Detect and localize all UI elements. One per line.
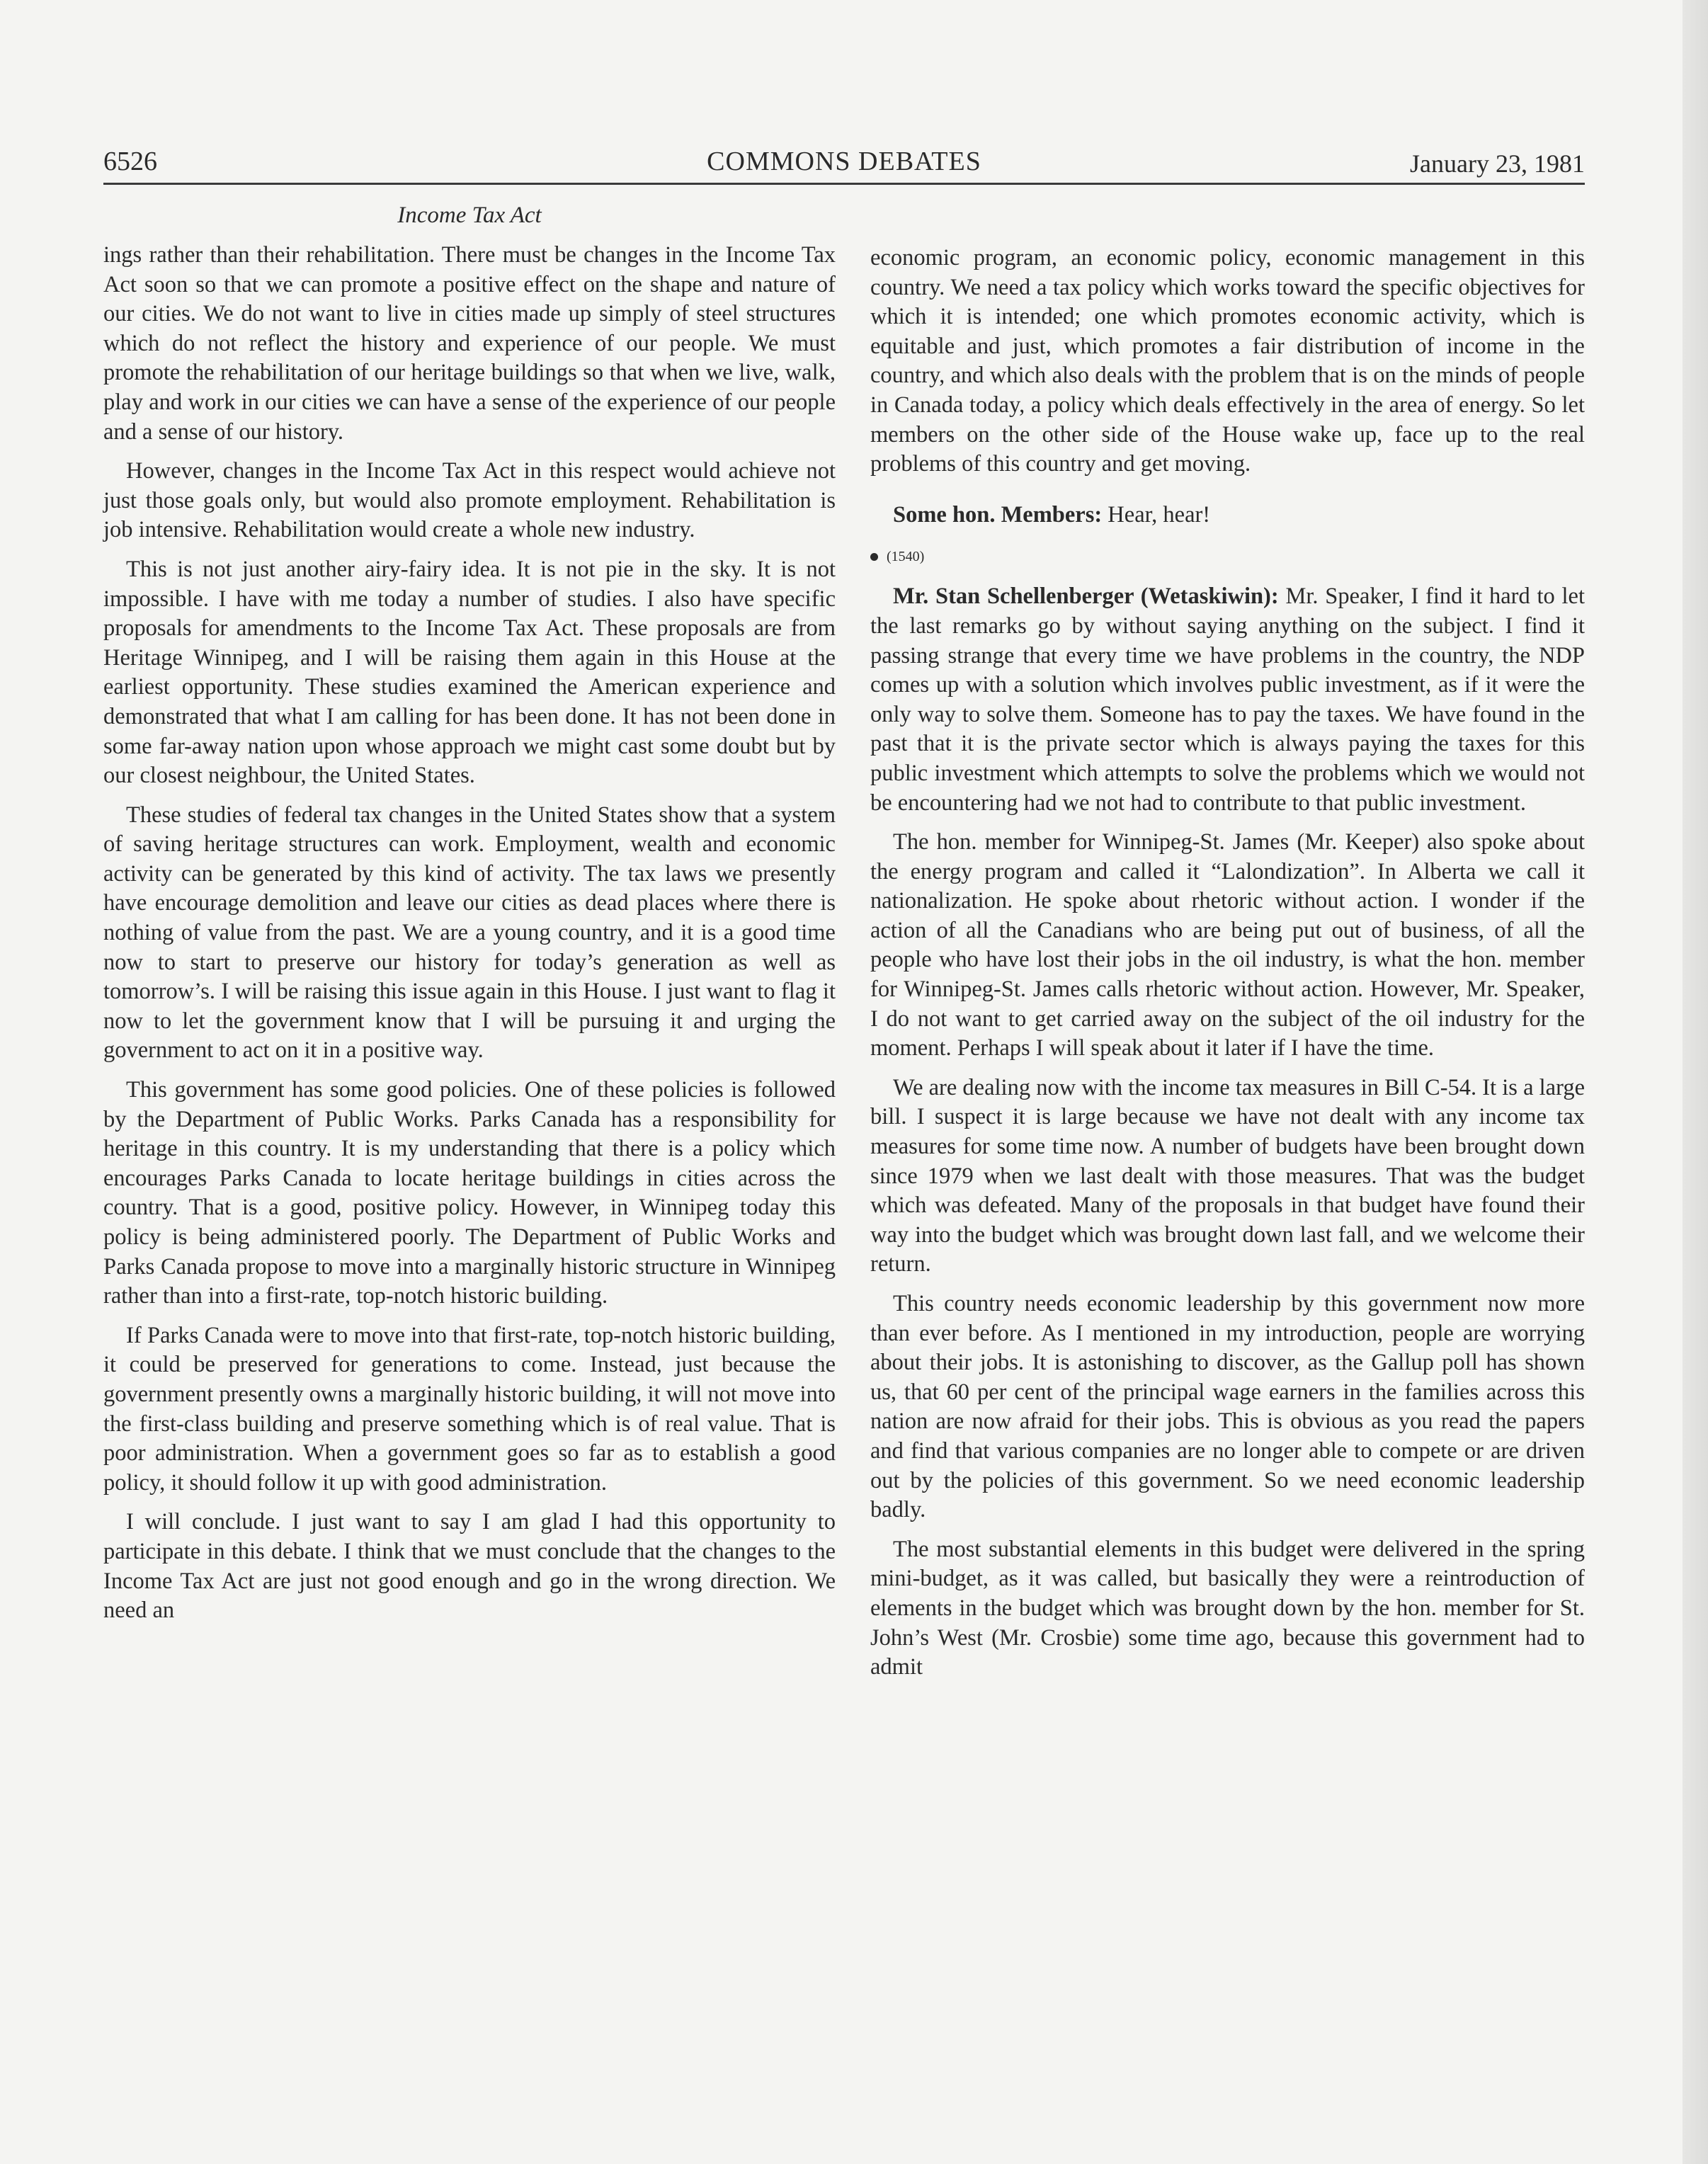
header-rule [103, 183, 1585, 185]
speaker-name: Mr. Stan Schellenberger (Wetaskiwin): [893, 583, 1279, 610]
interjection [870, 501, 1585, 530]
left-column [103, 241, 836, 1636]
speech-paragraph [870, 582, 1585, 818]
paragraph: The hon. member for Winnipeg-St. James (Mr. Keeper) also spoke about the energy program and called it “Lalondization”. In Alberta we call it nationalization. He spoke about rhetoric without action. I wonder if the action of all the Canadians who are being put out of business, of all the people who have lost their jobs in the oil industry, is what the hon. member for Winnipeg-St. James calls rhetoric without action. However, Mr. Speaker, I do not want to get carried away on the subject of the oil industry for the moment. Perhaps I will speak about it later if I have the time. [870, 829, 1585, 1061]
paragraph: The most substantial elements in this budget were delivered in the spring mini-budget, as it was called, but basically they were a reintroduction of elements in the budget which was brought down by the hon. member for St. John’s West (Mr. Crosbie) some time ago, because this government had to admit [870, 1536, 1585, 1680]
publication-date: January 23, 1981 [1410, 149, 1585, 178]
paragraph: We are dealing now with the income tax measures in Bill C-54. It is a large bill. I suspect it is large because we have not dealt with any income tax measures for some time now. A number of budgets have been brought down since 1979 when we last dealt with those measures. That was the budget which was defeated. Many of the proposals in that budget have found their way into the budget which was brought down last fall, and we welcome their return. [870, 1074, 1585, 1277]
page-header [103, 146, 1585, 186]
paragraph: These studies of federal tax changes in the United States show that a system of saving heritage structures can work. Employment, wealth and economic activity can be generated by this kind of activity. The tax laws we presently have encourage demolition and leave our cities as dead places where there is nothing of value from the past. We are a young country, and it is a good time now to start to preserve our history for today’s generation as well as tomorrow’s. I will be raising this issue again in this House. I just want to flag it now to let the government know that I will be pursuing it and urging the government to act on it in a positive way. [103, 802, 836, 1064]
page-edge [1683, 0, 1708, 2164]
paragraph: economic program, an economic policy, economic management in this country. We need a tax policy which works toward the specific objectives for which it is intended; one which promotes economic activity, which is equitable and just, which promotes a fair distribution of income in the country, and which also deals with the problem that is on the minds of people in Canada today, a policy which deals effectively in the area of energy. So let members on the other side of the House wake up, face up to the real problems of this country and get moving. [870, 245, 1585, 477]
right-column [870, 244, 1585, 1692]
timestamp-text: (1540) [887, 549, 925, 565]
timestamp [870, 547, 1585, 566]
paragraph: This is not just another airy-fairy idea. It is not pie in the sky. It is not impossible. I have with me today a number of studies. I also have specific proposals for amendments to the Income Tax Act. These proposals are from Heritage Winnipeg, and I will be raising them again in this House at the earliest opportunity. These studies examined the American experience and demonstrated that what I am calling for has been done. It has not been done in some far-away nation upon whose approach we might cast some doubt but by our closest neighbour, the United States. [103, 556, 836, 789]
paragraph: This country needs economic leadership by this government now more than ever before. As I mentioned in my introduction, people are worrying about their jobs. It is astonishing to discover, as the Gallup poll has shown us, that 60 per cent of the principal wage earners in the families across this nation are now afraid for their jobs. This is obvious as you read the papers and find that various companies are no longer able to compete or are driven out by the policies of this government. So we need economic leadership badly. [870, 1291, 1585, 1523]
paragraph: If Parks Canada were to move into that first-rate, top-notch historic building, it could be preserved for generations to come. Instead, just because the government presently owns a marginally historic building, it will not move into the first-class building and preserve something which is of real value. That is poor administration. When a government goes so far as to establish a good policy, it should follow it up with good administration. [103, 1322, 836, 1496]
page-number: 6526 [103, 147, 157, 176]
bullet-dot-icon [870, 553, 878, 561]
paragraph: ings rather than their rehabilitation. There must be changes in the Income Tax Act soon so that we can promote a positive effect on the shape and nature of our cities. We do not want to live in cities made up simply of steel structures which do not reflect the history and experience of our people. We must promote the rehabilitation of our heritage buildings so that when we live, walk, play and work in our cities we can have a sense of the experience of our people and a sense of our history. [103, 242, 836, 445]
paragraph: This government has some good policies. One of these policies is followed by the Department of Public Works. Parks Canada has a responsibility for heritage in this country. It is my understanding that there is a policy which encourages Parks Canada to locate heritage buildings in cities across the country. That is a good, positive policy. However, in Winnipeg today this policy is being administered poorly. The Department of Public Works and Parks Canada propose to move into a marginally historic structure in Winnipeg rather than into a first-rate, top-notch historic building. [103, 1077, 836, 1309]
speech-text: Mr. Speaker, I find it hard to let the last remarks go by without saying anything on the subject. I find it passing strange that every time we have problems in the country, the NDP comes up with a solution which involves public investment, as if it were the only way to solve them. Someone has to pay the taxes. We have found in the past that it is the private sector which is always paying the taxes for this public investment which attempts to solve the problems which we would not be encountering had we not had to contribute to that public investment. [870, 583, 1585, 816]
section-title: Income Tax Act [397, 203, 542, 228]
paragraph: I will conclude. I just want to say I am glad I had this opportunity to participate in this debate. I think that we must conclude that the changes to the Income Tax Act are just not good enough and go in the wrong direction. We need an [103, 1509, 836, 1624]
paragraph: However, changes in the Income Tax Act in this respect would achieve not just those goals only, but would also promote employment. Rehabilitation is job intensive. Rehabilitation would create a whole new industry. [103, 458, 836, 543]
publication-title: COMMONS DEBATES [707, 147, 981, 176]
speaker-name: Some hon. Members: [893, 501, 1103, 528]
interjection-text: Hear, hear! [1102, 501, 1211, 528]
